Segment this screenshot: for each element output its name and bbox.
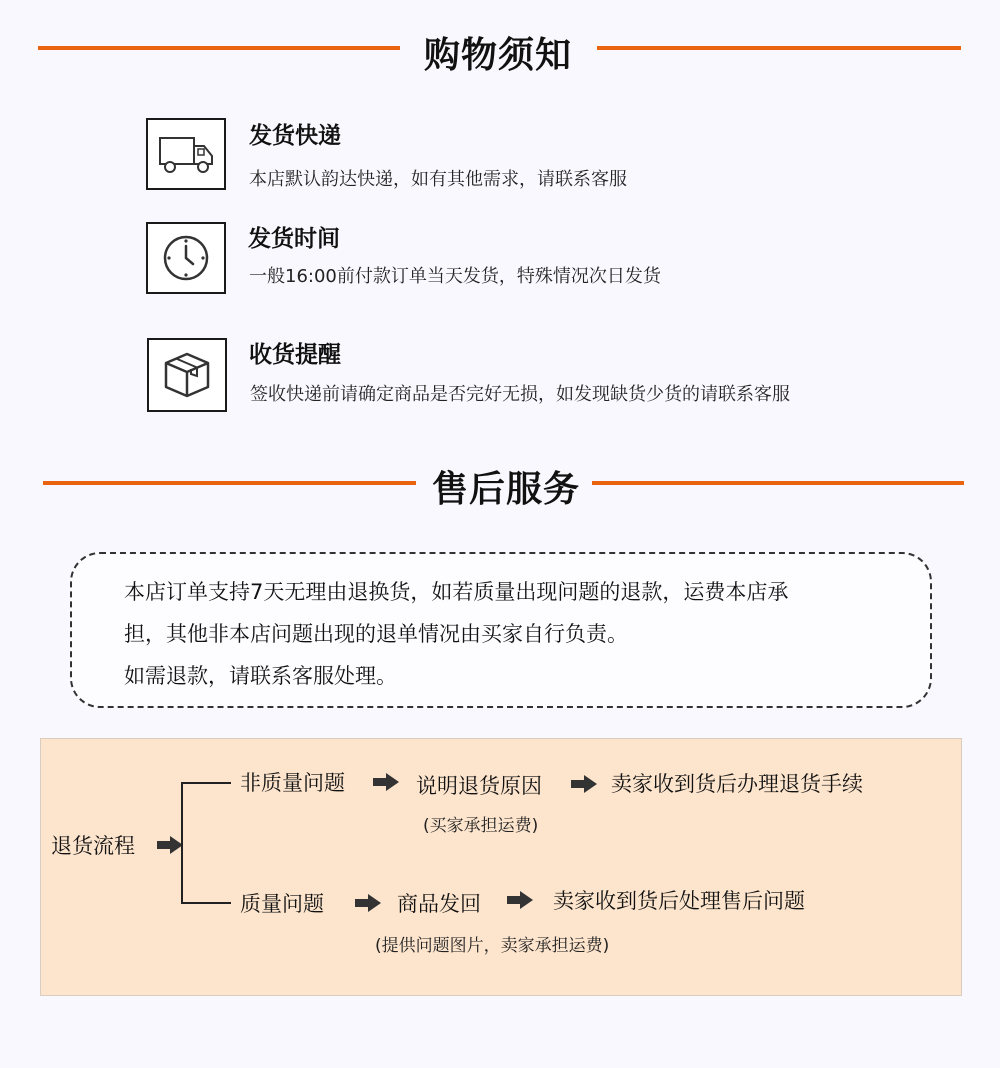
arrow-right-icon [156,835,184,855]
heading-rule-left [43,481,416,485]
flow-bracket [181,782,183,904]
notice-line: 本店订单支持7天无理由退换货，如若质量出现问题的退款，运费本店承 [124,580,789,604]
non-quality-issue-label: 非质量问题 [240,771,345,795]
receipt-reminder-desc: 签收快递前请确定商品是否完好无损，如发现缺货少货的请联系客服 [250,384,790,405]
arrow-right-icon [372,772,400,792]
heading-rule-right [592,481,964,485]
truck-icon [146,118,226,190]
non-quality-step-reason: 说明退货原因 [416,774,542,798]
heading-rule-right [597,46,961,50]
arrow-right-icon [354,893,382,913]
non-quality-shipping-note: (买家承担运费) [423,816,539,836]
non-quality-step-seller: 卖家收到货后办理退货手续 [611,772,863,796]
delivery-express-desc: 本店默认韵达快递，如有其他需求，请联系客服 [249,169,627,190]
notice-line: 如需退款，请联系客服处理。 [124,664,397,688]
quality-step-seller: 卖家收到货后处理售后问题 [553,889,805,913]
clock-icon [146,222,226,294]
after-sales-heading: 售后服务 [432,469,581,510]
notice-line: 担，其他非本店问题出现的退单情况由买家自行负责。 [124,622,628,646]
ship-time-desc: 一般16:00前付款订单当天发货，特殊情况次日发货 [249,266,661,287]
receipt-reminder-title: 收货提醒 [249,342,341,368]
shopping-notice-heading: 购物须知 [424,35,573,76]
after-sales-notice-box [70,552,932,708]
quality-step-send-back: 商品发回 [397,892,481,916]
package-icon [147,338,227,412]
quality-shipping-note: (提供问题图片，卖家承担运费) [375,936,610,956]
flow-bracket-bottom [181,902,231,904]
ship-time-title: 发货时间 [248,226,340,252]
return-flow-label: 退货流程 [51,834,135,858]
delivery-express-title: 发货快递 [249,123,341,149]
arrow-right-icon [506,890,534,910]
heading-rule-left [38,46,400,50]
quality-issue-label: 质量问题 [240,892,324,916]
flow-bracket-top [181,782,231,784]
arrow-right-icon [570,774,598,794]
